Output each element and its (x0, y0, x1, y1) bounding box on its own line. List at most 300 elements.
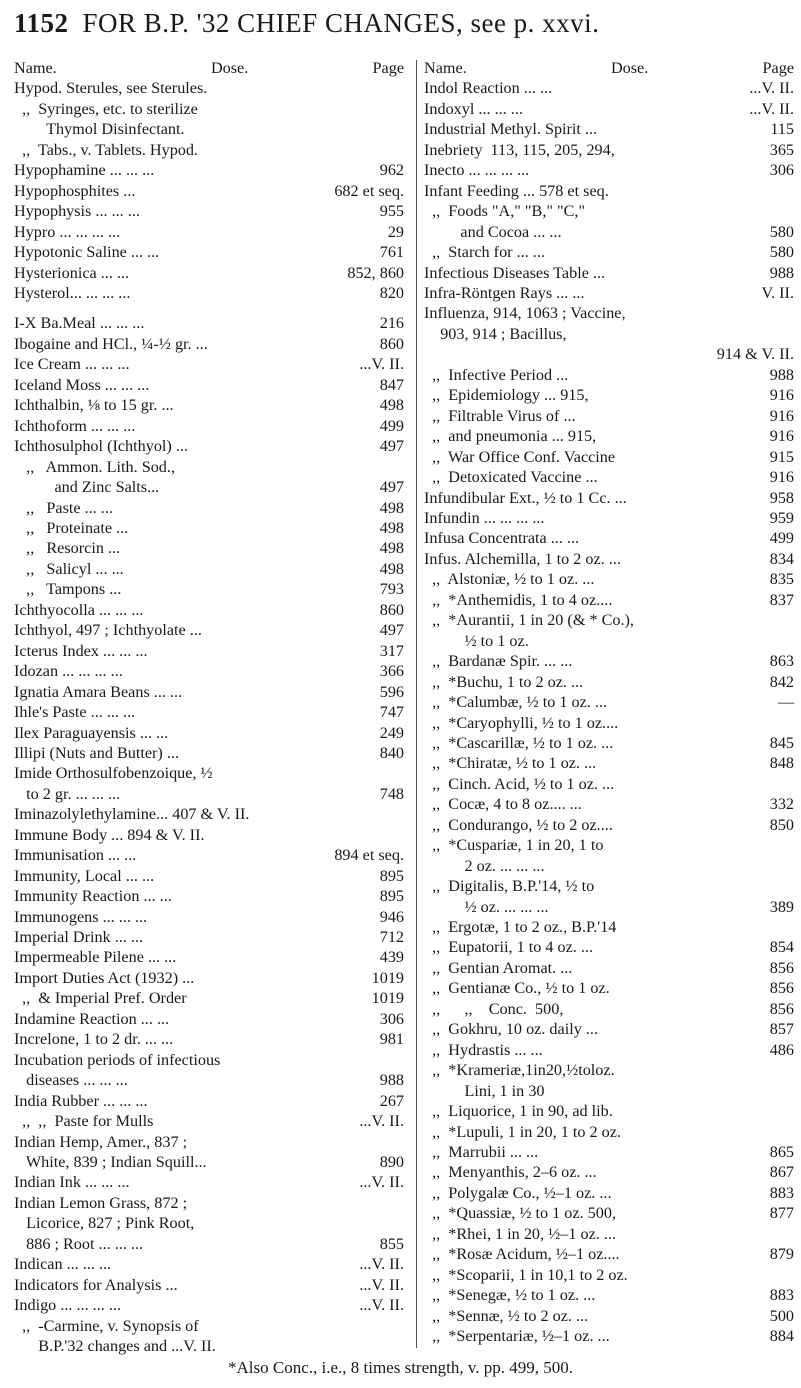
entry-name: to 2 gr. ... ... ... (14, 784, 121, 803)
index-entry (424, 1019, 794, 1039)
entry-name: ,, Bardanæ Spir. ... ... (424, 652, 573, 671)
entry-page (400, 1193, 404, 1213)
entry-name: ,, Liquorice, 1 in 90, ad lib. (424, 1102, 613, 1121)
left-column-header (14, 58, 404, 78)
index-entry (14, 78, 404, 98)
index-entry (424, 590, 794, 610)
entry-page: 580 (769, 222, 794, 241)
entry-page: 389 (769, 897, 794, 916)
entry-page: 850 (769, 815, 794, 834)
entry-page: 988 (769, 263, 794, 282)
entry-name: ,, Condurango, ½ to 2 oz.... (424, 815, 613, 834)
entry-page: 497 (379, 478, 404, 497)
entry-page: ...V. II. (359, 1275, 404, 1294)
entry-name: Indol Reaction ... ... (424, 79, 553, 98)
index-entry (424, 549, 794, 569)
index-entry (14, 222, 404, 242)
entry-name: Ibogaine and HCl., ¼-½ gr. ... (14, 334, 208, 353)
entry-name: ½ oz. ... ... ... (424, 897, 549, 916)
entry-name: ,, Epidemiology ... 915, (424, 386, 589, 405)
entry-page: ...V. II. (359, 355, 404, 374)
index-entry (14, 702, 404, 722)
index-entry (14, 907, 404, 927)
index-entry (14, 1336, 404, 1356)
entry-name: Ignatia Amara Beans ... ... (14, 682, 183, 701)
index-entry (424, 937, 794, 957)
index-entry (14, 119, 404, 139)
entry-name: ,, *Rosæ Acidum, ½–1 oz.... (424, 1245, 620, 1264)
entry-page: 366 (379, 662, 404, 681)
name-heading: Name. (14, 59, 57, 77)
index-entry (14, 457, 404, 477)
entry-name: Imide Orthosulfobenzoique, ½ (14, 764, 213, 783)
entry-name: and Cocoa ... ... (424, 222, 562, 241)
index-entry (14, 947, 404, 967)
entry-page: ...V. II. (749, 99, 794, 118)
entry-name: Infundin ... ... ... ... (424, 508, 545, 527)
entry-name: ,, Syringes, etc. to sterilize (14, 99, 198, 118)
entry-page: 837 (769, 590, 794, 609)
index-entry (424, 876, 794, 896)
entry-page (790, 1060, 794, 1080)
entry-name: Ichthoform ... ... ... (14, 416, 136, 435)
entry-name: ,, Tampons ... (14, 580, 122, 599)
entry-page: 867 (769, 1163, 794, 1182)
entry-name: Imperial Drink ... ... (14, 928, 144, 947)
entry-page: ...V. II. (359, 1112, 404, 1131)
entry-page: 498 (379, 559, 404, 578)
column-divider (416, 60, 417, 1348)
entry-page: 860 (379, 334, 404, 353)
entry-page: 894 et seq. (334, 846, 404, 865)
index-entry (424, 856, 794, 876)
entry-page (790, 610, 794, 630)
entry-page (400, 1213, 404, 1233)
index-entry (14, 160, 404, 180)
entry-name: Hysterol... ... ... ... (14, 283, 131, 302)
footnote: *Also Conc., i.e., 8 times strength, v. pp. 499, 500. (227, 1358, 573, 1377)
entry-page (400, 1336, 404, 1356)
entry-page: 761 (379, 243, 404, 262)
index-entry (424, 467, 794, 487)
entry-page (790, 181, 794, 201)
index-entry (424, 263, 794, 283)
entry-page (790, 856, 794, 876)
index-entry (14, 242, 404, 262)
index-entry (14, 538, 404, 558)
entry-page: 863 (769, 652, 794, 671)
entry-name: Industrial Methyl. Spirit ... (424, 120, 598, 139)
index-entry (424, 1101, 794, 1121)
entry-page (400, 99, 404, 119)
entry-name: Lini, 1 in 30 (424, 1081, 545, 1100)
entry-name: ,, Digitalis, B.P.'14, ½ to (424, 877, 595, 896)
index-entry (14, 1275, 404, 1295)
entry-name: ,, *Caryophylli, ½ to 1 oz.... (424, 713, 619, 732)
page-heading: Page (762, 59, 794, 77)
entry-name: 903, 914 ; Bacillus, (424, 324, 567, 343)
entry-name: Immune Body ... 894 & V. II. (14, 825, 205, 844)
index-entry (424, 222, 794, 242)
index-entry (14, 641, 404, 661)
index-entry (424, 119, 794, 139)
entry-name: ,, ,, Conc. 500, (424, 999, 564, 1018)
entry-name: Influenza, 914, 1063 ; Vaccine, (424, 304, 626, 323)
entry-page: 712 (379, 928, 404, 947)
index-entry (14, 1009, 404, 1029)
index-entry (14, 559, 404, 579)
entry-name: ,, & Imperial Pref. Order (14, 989, 187, 1008)
entry-name: Indigo ... ... ... ... (14, 1296, 122, 1315)
dose-heading: Dose. (210, 59, 249, 77)
entry-name: Infundibular Ext., ½ to 1 Cc. ... (424, 488, 627, 507)
entry-name: Ice Cream ... ... ... (14, 355, 130, 374)
entry-page (400, 457, 404, 477)
entry-name: ,, War Office Conf. Vaccine (424, 447, 616, 466)
index-entry (424, 406, 794, 426)
entry-page: 498 (379, 518, 404, 537)
entry-name: Icterus Index ... ... ... (14, 641, 148, 660)
entry-name: Iceland Moss ... ... ... (14, 375, 150, 394)
entry-name: Impermeable Pilene ... ... (14, 948, 177, 967)
entry-page: 115 (770, 120, 794, 139)
entry-name: Inecto ... ... ... ... (424, 161, 530, 180)
entry-name: ,, Filtrable Virus of ... (424, 406, 576, 425)
entry-name: Hypophamine ... ... ... (14, 161, 155, 180)
entry-page: 914 & V. II. (716, 345, 794, 364)
entry-page: 499 (379, 416, 404, 435)
entry-name: Indian Hemp, Amer., 837 ; (14, 1132, 188, 1151)
entry-page (400, 1050, 404, 1070)
entry-name: ,, *Scoparii, 1 in 10,1 to 2 oz. (424, 1265, 628, 1284)
index-entry (424, 610, 794, 630)
index-entry (14, 416, 404, 436)
index-entry (14, 140, 404, 160)
entry-page: 499 (769, 529, 794, 548)
entry-name: Hypotonic Saline ... ... (14, 243, 160, 262)
right-column (424, 58, 794, 1347)
entry-name: Hysterionica ... ... (14, 263, 130, 282)
index-entry (14, 927, 404, 947)
index-entry (424, 774, 794, 794)
entry-name: ,, *Lupuli, 1 in 20, 1 to 2 oz. (424, 1122, 621, 1141)
entry-name: Infant Feeding ... 578 et seq. (424, 181, 609, 200)
index-entry (14, 804, 404, 824)
index-entry (424, 1306, 794, 1326)
entry-name: Increlone, 1 to 2 dr. ... ... (14, 1030, 174, 1049)
entry-name: ,, ,, Paste for Mulls (14, 1112, 154, 1131)
index-entry (14, 1070, 404, 1090)
index-entry (424, 1326, 794, 1346)
entry-name: India Rubber ... ... ... (14, 1091, 148, 1110)
index-entry (424, 815, 794, 835)
entry-page (790, 1265, 794, 1285)
index-entry (14, 988, 404, 1008)
entry-page: 916 (769, 468, 794, 487)
entry-page (790, 1081, 794, 1101)
dose-heading: Dose. (610, 59, 649, 77)
entry-page: 916 (769, 406, 794, 425)
entry-page: 890 (379, 1153, 404, 1172)
index-entry (14, 99, 404, 119)
entry-name: ,, Alstoniæ, ½ to 1 oz. ... (424, 570, 595, 589)
index-entry (424, 1142, 794, 1162)
index-entry (14, 181, 404, 201)
index-entry (14, 334, 404, 354)
name-heading: Name. (424, 59, 467, 77)
entry-name: Immunisation ... ... (14, 846, 137, 865)
entry-page: 842 (769, 672, 794, 691)
entry-name: ½ to 1 oz. (424, 631, 529, 650)
entry-name: Iminazolylethylamine... 407 & V. II. (14, 805, 250, 824)
entry-name: ,, Gentianæ Co., ½ to 1 oz. (424, 979, 610, 998)
entry-name: ,, Tabs., v. Tablets. Hypod. (14, 140, 199, 159)
index-entry (14, 1132, 404, 1152)
entry-name: ,, Infective Period ... (424, 365, 569, 384)
entry-page: 865 (769, 1143, 794, 1162)
entry-page: 915 (769, 447, 794, 466)
entry-name: Import Duties Act (1932) ... (14, 968, 195, 987)
index-entry (424, 365, 794, 385)
entry-name: Indian Lemon Grass, 872 ; (14, 1193, 188, 1212)
entry-page: 835 (769, 570, 794, 589)
entry-page (790, 876, 794, 896)
index-entry (14, 1111, 404, 1131)
entry-page: ...V. II. (359, 1173, 404, 1192)
index-entry (14, 283, 404, 303)
entry-page: 883 (769, 1286, 794, 1305)
index-entry (14, 825, 404, 845)
entry-name: ,, *Quassiæ, ½ to 1 oz. 500, (424, 1204, 616, 1223)
entry-page: 857 (769, 1020, 794, 1039)
entry-name: Immunity, Local ... ... (14, 866, 155, 885)
index-entry (424, 181, 794, 201)
entry-name: ,, *Krameriæ,1in20,½toloz. (424, 1061, 615, 1080)
entry-page (400, 140, 404, 160)
index-entry (424, 426, 794, 446)
index-entry (424, 917, 794, 937)
entry-name: ,, Proteinate ... (14, 518, 129, 537)
index-entry (14, 866, 404, 886)
entry-page (790, 1122, 794, 1142)
entry-name: Incubation periods of infectious (14, 1050, 221, 1069)
index-entry (424, 1162, 794, 1182)
entry-name: Ichthosulphol (Ichthyol) ... (14, 437, 188, 456)
index-entry (14, 1172, 404, 1192)
entry-page: 500 (769, 1306, 794, 1325)
entry-page: 981 (379, 1030, 404, 1049)
left-entry-list (14, 78, 404, 1356)
entry-page (400, 763, 404, 783)
index-entry (424, 1224, 794, 1244)
entry-name: Licorice, 827 ; Pink Root, (14, 1214, 195, 1233)
entry-page: V. II. (761, 283, 794, 302)
entry-page: 847 (379, 375, 404, 394)
entry-page: 317 (379, 641, 404, 660)
entry-page (400, 119, 404, 139)
entry-page: 834 (769, 549, 794, 568)
entry-name: Illipi (Nuts and Butter) ... (14, 743, 179, 762)
entry-page: 958 (769, 488, 794, 507)
entry-page (790, 1101, 794, 1121)
entry-page (400, 804, 404, 824)
index-entry (14, 1234, 404, 1254)
entry-page: 793 (379, 580, 404, 599)
index-entry (424, 794, 794, 814)
index-entry (424, 692, 794, 712)
index-entry (424, 78, 794, 98)
entry-name: Indamine Reaction ... ... (14, 1009, 170, 1028)
entry-page (400, 1132, 404, 1152)
entry-page: 852, 860 (347, 263, 404, 282)
page-heading: Page (372, 59, 404, 77)
entry-page (790, 1224, 794, 1244)
entry-name: ,, Hydrastis ... ... (424, 1040, 543, 1059)
entry-name: ,, *Aurantii, 1 in 20 (& * Co.), (424, 611, 634, 630)
index-entry (14, 743, 404, 763)
entry-name: ,, and pneumonia ... 915, (424, 427, 597, 446)
index-entry (14, 579, 404, 599)
entry-name: ,, *Anthemidis, 1 to 4 oz.... (424, 590, 613, 609)
entry-page: ...V. II. (359, 1296, 404, 1315)
entry-name: Hypod. Sterules, see Sterules. (14, 79, 208, 98)
entry-page: 848 (769, 754, 794, 773)
entry-page: 216 (379, 314, 404, 333)
right-column-header (424, 58, 794, 78)
entry-page: — (777, 693, 794, 712)
index-entry (424, 672, 794, 692)
entry-name: ,, *Serpentariæ, ½–1 oz. ... (424, 1327, 610, 1346)
left-column (14, 58, 404, 1357)
entry-name: ,, Salicyl ... ... (14, 559, 124, 578)
entry-page: 988 (379, 1071, 404, 1090)
entry-name: ,, Cinch. Acid, ½ to 1 oz. ... (424, 774, 615, 793)
index-entry (14, 784, 404, 804)
entry-name: ,, Ammon. Lith. Sod., (14, 457, 175, 476)
entry-name: ,, Menyanthis, 2–6 oz. ... (424, 1163, 597, 1182)
entry-page: 498 (379, 498, 404, 517)
entry-name: I-X Ba.Meal ... ... ... (14, 314, 145, 333)
page-header (14, 8, 794, 39)
entry-page: 856 (769, 999, 794, 1018)
entry-page: 332 (769, 795, 794, 814)
entry-name: ,, Foods "A," "B," "C," (424, 202, 586, 221)
entry-name: Ichthalbin, ⅛ to 15 gr. ... (14, 396, 174, 415)
index-entry (424, 303, 794, 323)
entry-name: Indicators for Analysis ... (14, 1275, 178, 1294)
right-entry-list (424, 78, 794, 1346)
entry-page: 249 (379, 723, 404, 742)
entry-name: ,, *Cuspariæ, 1 in 20, 1 to (424, 836, 604, 855)
entry-page (790, 713, 794, 733)
entry-name: Ichthyol, 497 ; Ichthyolate ... (14, 621, 202, 640)
entry-name: ,, Gokhru, 10 oz. daily ... (424, 1020, 598, 1039)
entry-page: 856 (769, 958, 794, 977)
entry-page (400, 1316, 404, 1336)
index-entry (424, 1265, 794, 1285)
index-entry (14, 263, 404, 283)
index-entry (424, 753, 794, 773)
index-entry (424, 344, 794, 364)
entry-page (790, 324, 794, 344)
entry-page: 682 et seq. (334, 181, 404, 200)
index-entry (424, 958, 794, 978)
page-title: FOR B.P. '32 CHIEF CHANGES, see p. xxvi. (82, 8, 600, 38)
entry-page: 946 (379, 907, 404, 926)
entry-page: ...V. II. (359, 1255, 404, 1274)
index-entry (14, 763, 404, 783)
entry-page: 854 (769, 938, 794, 957)
entry-page: 959 (769, 508, 794, 527)
index-entry (424, 324, 794, 344)
index-entry (14, 723, 404, 743)
entry-name: ,, Starch for ... ... (424, 243, 545, 262)
entry-page: 365 (769, 140, 794, 159)
entry-name: ,, *Sennæ, ½ to 2 oz. ... (424, 1306, 589, 1325)
entry-name: diseases ... ... ... (14, 1071, 128, 1090)
entry-name: Ichthyocolla ... ... ... (14, 600, 144, 619)
index-entry (14, 600, 404, 620)
entry-name: White, 839 ; Indian Squill... (14, 1153, 207, 1172)
index-entry (14, 682, 404, 702)
index-entry (14, 1213, 404, 1233)
entry-page: 306 (379, 1009, 404, 1028)
entry-name: ,, Paste ... ... (14, 498, 113, 517)
entry-page: ...V. II. (749, 79, 794, 98)
index-entry (14, 661, 404, 681)
entry-page: 747 (379, 703, 404, 722)
index-entry (424, 1203, 794, 1223)
index-entry (424, 488, 794, 508)
index-entry (14, 518, 404, 538)
entry-page: 306 (769, 161, 794, 180)
entry-name: Hypophosphites ... (14, 181, 136, 200)
entry-page: 860 (379, 600, 404, 619)
index-entry (14, 395, 404, 415)
index-entry (14, 1295, 404, 1315)
index-entry (424, 835, 794, 855)
entry-page: 580 (769, 243, 794, 262)
index-entry (14, 968, 404, 988)
entry-name: ,, *Buchu, 1 to 2 oz. ... (424, 672, 584, 691)
entry-name: ,, *Senegæ, ½ to 1 oz. ... (424, 1286, 596, 1305)
entry-page (400, 78, 404, 98)
index-entry (14, 1316, 404, 1336)
index-entry (424, 999, 794, 1019)
entry-page: 955 (379, 202, 404, 221)
entry-page: 1019 (371, 968, 404, 987)
index-entry (14, 436, 404, 456)
entry-page: 845 (769, 733, 794, 752)
entry-name: Hypro ... ... ... ... (14, 222, 121, 241)
entry-name: Ilex Paraguayensis ... ... (14, 723, 169, 742)
entry-name: Indoxyl ... ... ... (424, 99, 523, 118)
entry-name: Inebriety 113, 115, 205, 294, (424, 140, 615, 159)
entry-name: ,, Detoxicated Vaccine ... (424, 468, 598, 487)
page-number: 1152 (14, 8, 69, 38)
index-entry (14, 845, 404, 865)
index-entry (424, 1285, 794, 1305)
entry-page (790, 835, 794, 855)
index-entry (424, 447, 794, 467)
index-entry (14, 886, 404, 906)
index-entry (424, 140, 794, 160)
index-entry (424, 201, 794, 221)
index-entry (424, 569, 794, 589)
entry-name: Indian Ink ... ... ... (14, 1173, 130, 1192)
entry-page: 988 (769, 365, 794, 384)
entry-name: Infus. Alchemilla, 1 to 2 oz. ... (424, 549, 621, 568)
